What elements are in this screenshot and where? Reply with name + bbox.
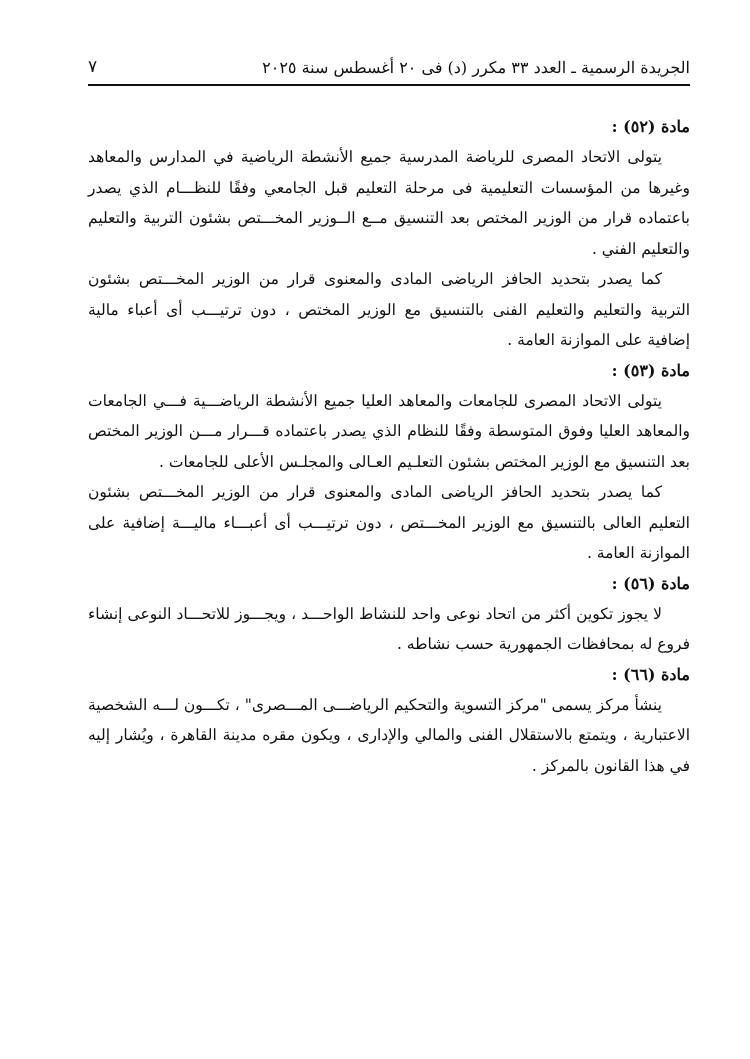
page-number: ٧ (88, 57, 98, 77)
article-title: مادة (٥٢) : (611, 117, 690, 136)
article-52 (88, 112, 690, 356)
article-title: مادة (٥٦) : (611, 573, 690, 593)
document-body (88, 112, 690, 781)
article-53 (88, 356, 690, 569)
article-paragraph: يتولى الاتحاد المصرى للرياضة المدرسية جميع الأنشطة الرياضية في المدارس والمعاهد وغيرها من المؤسسات التعليمية فى مرحلة التعليم قبل الجامعي وفقًا للنظـــام الذي يصدر باعتماده قرار من الوزير المختص بعد التنسيق مــع الــوزير المخـــتص بشئون التربية والتعليم والتعليم الفني . (88, 148, 690, 258)
article-56 (88, 569, 690, 660)
article-paragraph: كما يصدر بتحديد الحافز الرياضى المادى والمعنوى قرار من الوزير المخـــتص بشئون التربية والتعليم والتعليم الفنى بالتنسيق مع الوزير المختص ، دون ترتيـــب أى أعباء مالية إضافية على الموازنة العامة . (88, 270, 690, 349)
article-paragraph: يتولى الاتحاد المصرى للجامعات والمعاهد العليا جميع الأنشطة الرياضـــية فـــي الجامعات والمعاهد العليا وفوق المتوسطة وفقًا للنظام الذي يصدر باعتماده قـــرار مـــن الوزير المختص بعد التنسيق مع الوزير المختص بشئون التعلـيم العـالى والمجلـس الأعلى للجامعات . (88, 391, 690, 471)
page-header (88, 50, 690, 86)
article-66 (88, 660, 690, 782)
header-title: الجريدة الرسمية ـ العدد ٣٣ مكرر (د) فى ٢٠ أغسطس سنة ٢٠٢٥ (262, 57, 690, 77)
article-paragraph: كما يصدر بتحديد الحافز الرياضى المادى والمعنوى قرار من الوزير المخـــتص بشئون التعليم العالى بالتنسيق مع الوزير المخـــتص ، دون ترتيـــب أى أعبـــاء ماليـــة إضافية على الموازنة العامة . (88, 483, 690, 562)
article-title: مادة (٥٣) : (611, 360, 690, 380)
article-title: مادة (٦٦) : (611, 664, 690, 684)
article-paragraph: ينشأ مركز يسمى "مركز التسوية والتحكيم الرياضـــى المـــصرى" ، تكـــون لـــه الشخصية الاعتبارية ، ويتمتع بالاستقلال الفنى والمالي والإدارى ، ويكون مقره مدينة القاهرة ، ويُشار إليه في هذا القانون بالمركز . (88, 695, 690, 775)
article-paragraph: لا يجوز تكوين أكثر من اتحاد نوعى واحد للنشاط الواحـــد ، ويجـــوز للاتحـــاد النوعى إنشاء فروع له بمحافظات الجمهورية حسب نشاطه . (88, 604, 690, 653)
